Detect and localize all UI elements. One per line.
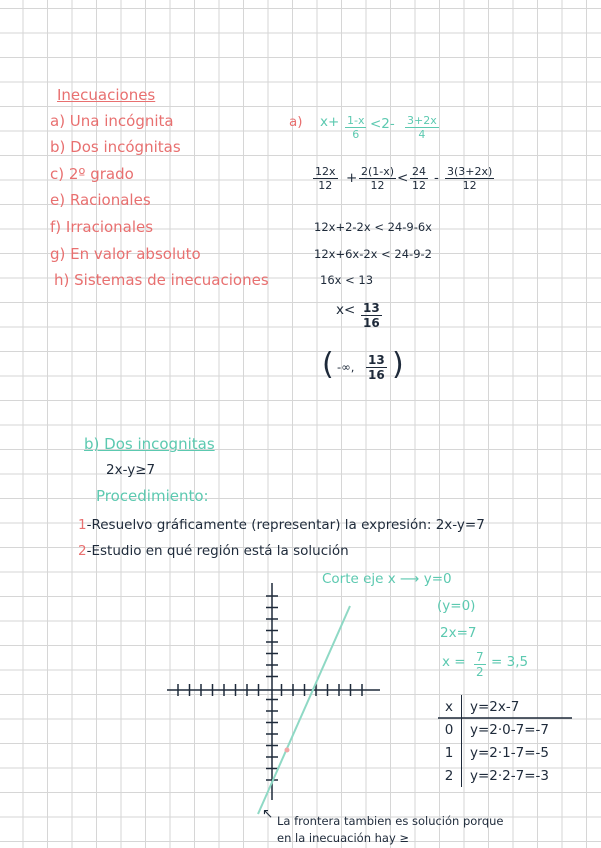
operator: +	[346, 170, 358, 186]
section-b-title: b) Dos incognitas	[84, 435, 215, 453]
index-item: f) Irracionales	[50, 218, 154, 236]
index-item: c) 2º grado	[50, 165, 134, 183]
note-arrow: ↖	[262, 806, 274, 822]
fraction-denominator: 12	[462, 179, 477, 192]
interval-open-paren: (	[322, 347, 334, 382]
inequality: 2x-y≥7	[106, 462, 156, 478]
operator: -	[434, 170, 439, 186]
fraction-numerator: 1-x	[347, 114, 365, 127]
note-line: en la inecuación hay ≥	[277, 831, 410, 845]
interval-text: -∞,	[337, 360, 355, 374]
fraction-numerator: 3(3+2x)	[447, 165, 493, 178]
fraction-numerator: 12x	[315, 165, 336, 178]
fraction-denominator: 4	[418, 128, 426, 141]
table-cell: y=2·0-7=-7	[461, 718, 572, 741]
fraction-denominator: 12	[318, 179, 333, 192]
index-item: a) Una incógnita	[50, 112, 174, 130]
expr-part: <2-	[370, 116, 395, 132]
values-table	[437, 695, 572, 787]
fraction-denominator: 12	[370, 179, 385, 192]
step-line: x<	[336, 302, 356, 318]
calc-line: (y=0)	[437, 598, 476, 614]
table-cell: y=2·2-7=-3	[461, 764, 572, 787]
fraction-denominator: 6	[352, 128, 360, 141]
calc-line: 2x=7	[440, 625, 477, 641]
fraction-numerator: 2(1-x)	[361, 165, 395, 178]
fraction-numerator: 13	[363, 301, 380, 315]
fraction-numerator: 3+2x	[407, 114, 437, 127]
fraction-denominator: 12	[412, 179, 426, 192]
fraction-denominator: 16	[368, 368, 385, 382]
step1-text: -Resuelvo gráficamente (representar) la expresión: 2x-y=7	[86, 517, 485, 533]
cut-label: Corte eje x ⟶ y=0	[322, 571, 452, 587]
index-item: g) En valor absoluto	[50, 245, 201, 263]
example-a-label: a)	[289, 114, 303, 130]
table-row	[437, 718, 572, 741]
step-line: 12x+6x-2x < 24-9-2	[314, 247, 432, 261]
expr-part: x+	[320, 114, 340, 130]
calc-line: = 3,5	[491, 654, 529, 670]
index-title: Inecuaciones	[57, 86, 156, 104]
step2-number: 2	[78, 543, 87, 559]
table-cell: y=2·1-7=-5	[461, 741, 572, 764]
step1-number: 1	[78, 517, 87, 533]
calc-line: x =	[442, 654, 466, 670]
table-header-row	[437, 695, 572, 718]
note-line: La frontera tambien es solución porque	[277, 814, 504, 828]
index-item: h) Sistemas de inecuaciones	[54, 271, 269, 289]
step2-text: -Estudio en qué región está la solución	[86, 543, 349, 559]
axes	[167, 583, 380, 800]
interval-close-paren: )	[392, 347, 404, 382]
step-line: 16x < 13	[320, 273, 374, 287]
operator: <	[397, 170, 409, 186]
fraction-numerator: 7	[476, 650, 484, 664]
fraction-numerator: 24	[412, 165, 426, 178]
fraction-denominator: 16	[363, 316, 380, 330]
fraction-denominator: 2	[476, 665, 484, 679]
table-cell: 2	[444, 767, 454, 784]
table-cell: 1	[444, 744, 454, 761]
procedure-title: Procedimiento:	[96, 487, 209, 505]
table-row	[437, 741, 572, 764]
table-header: x	[445, 698, 453, 715]
fraction-numerator: 13	[368, 353, 385, 367]
step-line: 12x+2-2x < 24-9-6x	[314, 220, 432, 234]
table-cell: 0	[444, 721, 454, 738]
table-row	[437, 764, 572, 787]
index-item: e) Racionales	[50, 191, 151, 209]
table-header: y=2x-7	[461, 695, 572, 718]
point-marker	[285, 748, 290, 753]
index-item: b) Dos incógnitas	[50, 138, 181, 156]
